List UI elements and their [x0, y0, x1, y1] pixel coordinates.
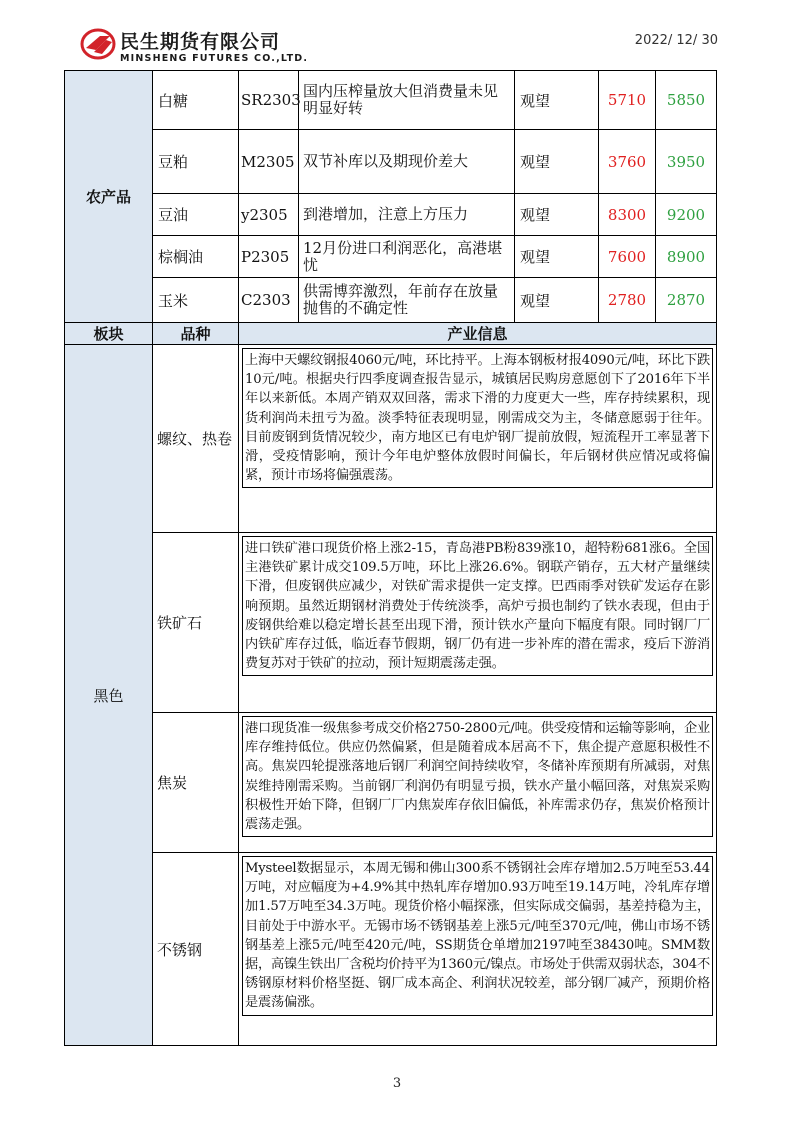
contract-code: M2305	[239, 130, 299, 194]
info-cell	[239, 853, 717, 1046]
info-cell	[239, 345, 717, 533]
table-row	[65, 713, 717, 853]
header-sector: 板块	[65, 323, 153, 345]
table-row	[65, 533, 717, 713]
range-high: 5850	[656, 71, 717, 130]
contract-code: y2305	[239, 194, 299, 236]
table-row	[65, 71, 717, 130]
view-label: 观望	[515, 194, 599, 236]
page-header	[0, 0, 794, 70]
sector-agri: 农产品	[65, 71, 153, 323]
variety-name: 铁矿石	[153, 533, 239, 713]
contract-code: P2305	[239, 236, 299, 278]
contract-code: SR2303	[239, 71, 299, 130]
variety-desc: 双节补库以及期现价差大	[299, 130, 515, 194]
variety-desc: 国内压榨量放大但消费量未见明显好转	[299, 71, 515, 130]
variety-name: 豆油	[153, 194, 239, 236]
industry-info: 港口现货准一级焦参考成交价格2750-2800元/吨。供受疫情和运输等影响，企业库存维持低位。供应仍然偏紧，但是随着成本居高不下，焦企提产意愿积极性不高。焦炭四轮提涨落地后钢厂利润空间持续收窄，冬储补库预期有所减弱，对焦炭维持刚需采购。当前钢厂利润仍有明显亏损，铁水产量小幅回落，对焦炭采购积极性开始下降，但钢厂厂内焦炭库存依旧偏低，补库需求仍存，焦炭价格预计震荡走强。	[242, 716, 713, 837]
header-info: 产业信息	[239, 323, 717, 345]
variety-name: 棕榈油	[153, 236, 239, 278]
info-cell	[239, 713, 717, 853]
range-low: 3760	[599, 130, 656, 194]
industry-info: 进口铁矿港口现货价格上涨2-15，青岛港PB粉839涨10，超特粉681涨6。全国主港铁矿累计成交109.5万吨，环比上涨26.6%。钢联产销存，五大材产量继续下滑，但废钢供应减少，对铁矿需求提供一定支撑。巴西雨季对铁矿发运存在影响预期。虽然近期钢材消费处于传统淡季，高炉亏损也制约了铁水表现，但由于废钢供给难以稳定增长甚至出现下滑，预计铁水产量向下幅度有限。同时钢厂厂内铁矿库存过低，临近春节假期，钢厂仍有进一步补库的潜在需求，疫后下游消费复苏对于铁矿的拉动，预计短期震荡走强。	[242, 536, 713, 676]
view-label: 观望	[515, 71, 599, 130]
variety-desc: 12月份进口利润恶化，高港堪忧	[299, 236, 515, 278]
table-row	[65, 194, 717, 236]
page-number: 3	[392, 1076, 402, 1091]
table-row	[65, 130, 717, 194]
view-label: 观望	[515, 278, 599, 323]
variety-name: 螺纹、热卷	[153, 345, 239, 533]
company-name-cn: 民生期货有限公司	[120, 31, 281, 53]
industry-info: 上海中天螺纹钢报4060元/吨，环比持平。上海本钢板材报4090元/吨，环比下跌10元/吨。根据央行四季度调查报告显示，城镇居民购房意愿创下了2016年下半年以来新低。本周产销双双回落，需求下滑的力度更大一些，库存持续累积，现货利润尚未扭亏为盈。淡季特征表现明显，刚需成交为主，冬储意愿弱于往年。目前废钢到货情况较少，南方地区已有电炉钢厂提前放假，短流程开工率显著下滑，受疫情影响，预计今年电炉整体放假时间偏长，年后钢材供应情况或将偏紧，预计市场将偏强震荡。	[242, 348, 713, 488]
range-high: 3950	[656, 130, 717, 194]
variety-desc: 到港增加，注意上方压力	[299, 194, 515, 236]
range-high: 9200	[656, 194, 717, 236]
range-low: 5710	[599, 71, 656, 130]
variety-name: 不锈钢	[153, 853, 239, 1046]
range-high: 8900	[656, 236, 717, 278]
variety-name: 焦炭	[153, 713, 239, 853]
table-row	[65, 345, 717, 533]
report-date: 2022/ 12/ 30	[634, 33, 718, 48]
table-row	[65, 236, 717, 278]
table-row	[65, 278, 717, 323]
sector-black: 黑色	[65, 345, 153, 1046]
view-label: 观望	[515, 130, 599, 194]
variety-name: 玉米	[153, 278, 239, 323]
variety-name: 白糖	[153, 71, 239, 130]
range-high: 2870	[656, 278, 717, 323]
header-variety: 品种	[153, 323, 239, 345]
minsheng-logo-icon	[80, 28, 116, 60]
range-low: 2780	[599, 278, 656, 323]
industry-info: Mysteel数据显示，本周无锡和佛山300系不锈钢社会库存增加2.5万吨至53.44万吨，对应幅度为+4.9%其中热轧库存增加0.93万吨至19.14万吨，冷轧库存增加1.57万吨至34.3万吨。现货价格小幅探涨，但实际成交偏弱，基差持稳为主，目前处于中游水平。无锡市场不锈钢基差上涨5元/吨至370元/吨，佛山市场不锈钢基差上涨5元/吨至420元/吨，SS期货仓单增加2197吨至38430吨。SMM数据，高镍生铁出厂含税均价持平为1360元/镍点。市场处于供需双弱状态，304不锈钢原材料价格坚挺、钢厂成本高企、利润状况较差，部分钢厂减产，预期价格是震荡偏涨。	[242, 856, 713, 1016]
variety-desc: 供需博弈激烈，年前存在放量抛售的不确定性	[299, 278, 515, 323]
table-header-row	[65, 323, 717, 345]
futures-table	[64, 70, 717, 1046]
table-row	[65, 853, 717, 1046]
range-low: 8300	[599, 194, 656, 236]
variety-name: 豆粕	[153, 130, 239, 194]
info-cell	[239, 533, 717, 713]
view-label: 观望	[515, 236, 599, 278]
contract-code: C2303	[239, 278, 299, 323]
company-name-en: MINSHENG FUTURES CO.,LTD.	[120, 53, 309, 64]
range-low: 7600	[599, 236, 656, 278]
